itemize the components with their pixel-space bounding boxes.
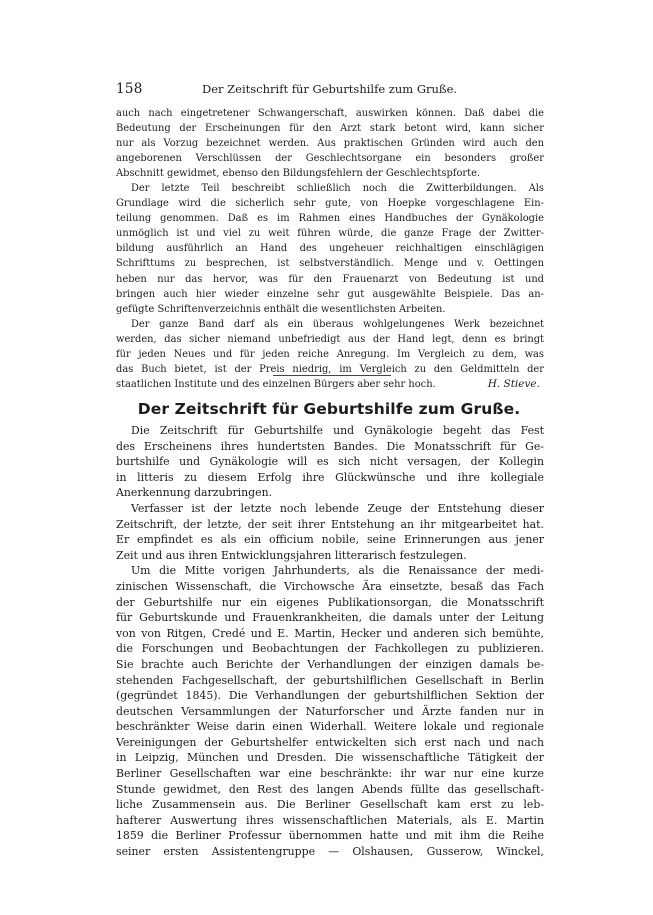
text-line: Der letzte Teil beschreibt schließlich noch die Zwitterbildungen. Als [131, 183, 544, 195]
text-line: stehenden Fachgesellschaft, der geburtshilflichen Gesellschaft in Berlin [116, 673, 544, 687]
review-text [116, 106, 544, 392]
text-line: teilung genommen. Daß es im Rahmen eines Handbuches der Gynäkologie [116, 213, 544, 225]
text-line: der Geburtshilfe nur ein eigenes Publikationsorgan, die Monatsschrift [116, 595, 544, 609]
text-line: auch nach eingetretener Schwangerschaft, auswirken können. Daß dabei die [116, 108, 544, 119]
text-line: zinischen Wissenschaft, die Virchowsche Ära einsetzte, besaß das Fach [116, 579, 544, 593]
text-line: hafterer Auswertung ihres wissenschaftlichen Materials, als E. Martin [116, 813, 544, 827]
article-title: Der Zeitschrift für Geburtshilfe zum Gruße. [137, 400, 521, 418]
text-line: Verfasser ist der letzte noch lebende Zeuge der Entstehung dieser [131, 501, 544, 515]
text-line: das Buch bietet, ist der Preis niedrig, im Vergleich zu den Geldmitteln der [116, 363, 544, 375]
text-line: Zeit und aus ihren Entwicklungsjahren litterarisch festzulegen. [116, 548, 467, 562]
text-line: (gegründet 1845). Die Verhandlungen der geburtshilflichen Sektion der [116, 689, 544, 703]
text-line: Stunde gewidmet, den Rest des langen Abends füllte das gesellschaft- [116, 782, 544, 796]
article-text [116, 423, 544, 860]
text-line: Abschnitt gewidmet, ebenso den Bildungsfehlern der Geschlechtspforte. [116, 168, 481, 180]
text-line: des Erscheinens ihres hundertsten Bandes. Die Monatsschrift für Ge- [116, 439, 544, 453]
text-line: in litteris zu diesem Erfolg ihre Glückwünsche und ihre kollegiale [116, 470, 544, 484]
text-line: bildung ausführlich an Hand des ungeheuer reichhaltigen einschlägigen [116, 243, 544, 255]
text-line: angeborenen Verschlüssen der Geschlechtsorgane ein besonders großer [116, 153, 544, 165]
section-divider [273, 375, 391, 376]
text-line: Er empfindet es als ein officium nobile, seine Erinnerungen aus jener [116, 533, 544, 547]
text-line: für Geburtskunde und Frauenkrankheiten, die damals unter der Leitung [116, 611, 544, 625]
text-line: liche Zusammensein aus. Die Berliner Gesellschaft kam erst zu leb- [116, 798, 544, 812]
text-line: Berliner Gesellschaften war eine beschränkte: ihr war nur eine kurze [116, 767, 544, 781]
text-line: nur als Vorzug bezeichnet werden. Aus praktischen Gründen wird auch den [116, 138, 544, 150]
text-line: 1859 die Berliner Professur übernommen hatte und mit ihm die Reihe [116, 829, 544, 843]
text-line: burtshilfe und Gynäkologie will es sich nicht versagen, der Kollegin [116, 455, 544, 469]
text-line: von von Ritgen, Credé und E. Martin, Hecker und anderen sich bemühte, [116, 626, 544, 640]
text-line: staatlichen Institute und des einzelnen Bürgers aber sehr hoch. [116, 378, 436, 390]
text-line: Anerkennung darzubringen. [116, 486, 273, 500]
text-line: deutschen Versammlungen der Naturforscher und Ärzte fanden nur in [116, 704, 544, 718]
text-line: seiner ersten Assistentengruppe — Olshausen, Gusserow, Winckel, [116, 845, 544, 859]
text-line: für jeden Neues und für jeden reiche Anregung. Im Vergleich zu dem, was [116, 348, 544, 360]
text-line: Vereinigungen der Geburtshelfer entwickelten sich erst nach und nach [116, 735, 544, 749]
text-line: Um die Mitte vorigen Jahrhunderts, als die Renaissance der medi- [131, 564, 544, 578]
text-line: Die Zeitschrift für Geburtshilfe und Gynäkologie begeht das Fest [131, 424, 544, 437]
text-line: Grundlage wird die sicherlich sehr gute, von Hoepke vorgeschlagene Ein- [116, 198, 544, 210]
page-number: 158 [116, 81, 143, 97]
text-line: unmöglich ist und viel zu weit führen würde, die ganze Frage der Zwitter- [116, 228, 544, 240]
text-line: gefügte Schriftenverzeichnis enthält die wesentlichsten Arbeiten. [116, 303, 446, 315]
page-header [114, 81, 544, 97]
text-line: Schrifttums zu besprechen, ist selbstverständlich. Menge und v. Oettingen [116, 258, 544, 270]
text-line: in Leipzig, München und Dresden. Die wissenschaftliche Tätigkeit der [116, 751, 544, 765]
text-line: Bedeutung der Erscheinungen für den Arzt stark betont wird, kann sicher [116, 123, 544, 135]
text-line: Zeitschrift, der letzte, der seit ihrer Entstehung an ihr mitgearbeitet hat. [116, 517, 544, 531]
text-line: die Forschungen und Beobachtungen der Fachkollegen zu publizieren. [116, 642, 544, 656]
text-line: bringen auch hier wieder einzelne sehr gut ausgewählte Beispiele. Das an- [116, 288, 544, 300]
text-line: beschränkter Weise darin einen Widerhall. Weitere lokale und regionale [116, 720, 544, 734]
text-line: Sie brachte auch Berichte der Verhandlungen der einzigen damals be- [116, 657, 544, 671]
text-line: werden, das sicher niemand unbefriedigt aus der Hand legt, denn es bringt [116, 333, 544, 345]
text-line: Der ganze Band darf als ein überaus wohlgelungenes Werk bezeichnet [131, 318, 544, 330]
review-signature: H. Stieve. [487, 378, 540, 390]
text-line: heben nur das hervor, was für den Frauenarzt von Bedeutung ist und [116, 273, 544, 285]
running-title: Der Zeitschrift für Geburtshilfe zum Gruße. [202, 82, 458, 96]
